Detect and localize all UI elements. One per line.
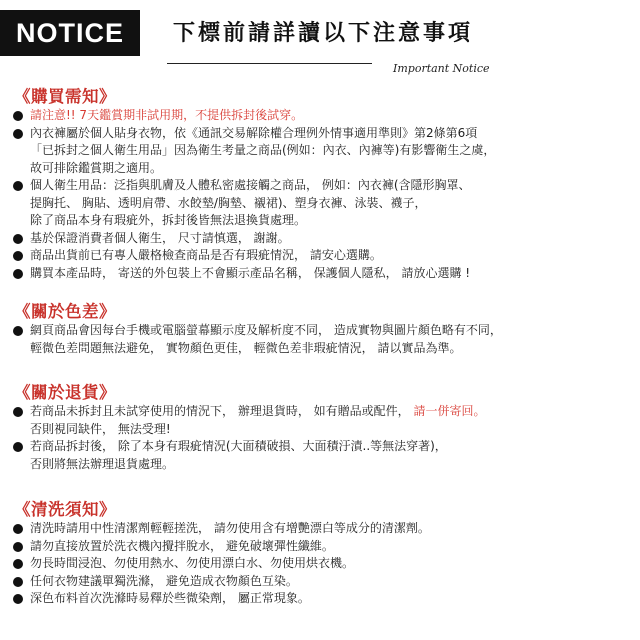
page-title: 下標前請詳讀以下注意事項: [173, 21, 474, 46]
list-item: [0, 590, 630, 608]
item-line: 輕微色差問題無法避免， 實物顏色更佳， 輕微色差非瑕疵情況， 請以實品為準。: [30, 340, 462, 355]
list-item: [0, 265, 630, 283]
list-item: [0, 177, 630, 230]
bullet-icon: [13, 524, 23, 534]
bullet-icon: [13, 251, 23, 261]
list-item: [0, 538, 630, 556]
list-item: [0, 125, 630, 178]
item-line: 網頁商品會因每台手機或電腦螢幕顯示度及解析度不同， 造成實物與圖片顏色略有不同，: [30, 323, 502, 337]
list-item: [0, 247, 630, 265]
item-line: [30, 403, 630, 421]
item-line: 深色布料首次洗滌時易釋於些微染劑， 屬正常現象。: [30, 591, 310, 605]
item-line: 任何衣物建議單獨洗滌， 避免造成衣物顏色互染。: [30, 573, 298, 588]
bullet-icon: [13, 181, 23, 191]
bullet-icon: [13, 326, 23, 336]
item-text: 若商品未拆封且未試穿使用的情況下， 辦理退貨時， 如有贈品或配件，: [30, 404, 414, 418]
item-list: [0, 520, 640, 608]
list-item: [0, 555, 630, 573]
section-title: 《關於色差》: [14, 302, 116, 321]
item-list: [0, 107, 640, 282]
item-line: 否則視同缺件， 無法受理!: [30, 421, 171, 436]
list-item: [0, 107, 630, 125]
bullet-icon: [13, 129, 23, 139]
section-title: 《關於退貨》: [14, 383, 116, 402]
item-line: 若商品拆封後， 除了本身有瑕疵情況(大面積破損、大面積汙漬..等無法穿著)，: [30, 439, 447, 453]
section-title: 《清洗須知》: [14, 500, 116, 519]
list-item: [0, 230, 630, 248]
item-list: [0, 403, 640, 473]
list-item: [0, 573, 630, 591]
item-line: 提胸托、 胸貼、透明肩帶、水餃墊/胸墊、襯裙)、塑身衣褲、泳裝、襪子，: [30, 195, 427, 210]
bullet-icon: [13, 594, 23, 604]
item-line: 「已拆封之個人衛生用品」因為衛生考量之商品(例如：內衣、內褲等)有影響衛生之虞，: [30, 143, 496, 157]
item-line: 基於保證消費者個人衛生， 尺寸請慎選， 謝謝。: [30, 230, 290, 245]
list-item: [0, 520, 630, 538]
page-subtitle: Important Notice: [393, 62, 490, 75]
bullet-icon: [13, 269, 23, 279]
bullet-icon: [13, 407, 23, 417]
item-line: 請注意!! 7天鑑賞期非試用期，不提供拆封後試穿。: [30, 108, 304, 122]
bullet-icon: [13, 559, 23, 569]
item-line: 否則將無法辦理退貨處理。: [30, 456, 175, 471]
bullet-icon: [13, 234, 23, 244]
highlight-text: 請一併寄回。: [413, 404, 486, 418]
section-title: 《購買需知》: [14, 87, 116, 106]
list-item: [0, 438, 630, 473]
item-line: 勿長時間浸泡、勿使用熱水、勿使用漂白水、勿使用烘衣機。: [30, 556, 355, 570]
item-line: 清洗時請用中性清潔劑輕輕搓洗， 請勿使用含有增艷漂白等成分的清潔劑。: [30, 521, 430, 535]
item-line: 內衣褲屬於個人貼身衣物，依《通訊交易解除權合理例外情事適用準則》第2條第6項: [30, 125, 478, 140]
item-list: [0, 322, 640, 357]
item-line: 請勿直接放置於洗衣機內攪拌脫水， 避免破壞彈性纖維。: [30, 538, 334, 553]
item-line: 除了商品本身有瑕疵外，拆封後皆無法退換貨處理。: [30, 213, 307, 227]
item-line: 故可排除鑑賞期之適用。: [30, 160, 163, 175]
header-divider: [167, 63, 372, 64]
bullet-icon: [13, 442, 23, 452]
list-item: [0, 322, 630, 357]
bullet-icon: [13, 577, 23, 587]
item-line: 個人衛生用品：泛指與肌膚及人體私密處接觸之商品， 例如：內衣褲(含隱形胸罩、: [30, 178, 471, 192]
bullet-icon: [13, 111, 23, 121]
item-line: 商品出貨前已有專人嚴格檢查商品是否有瑕疵情況， 請安心選購。: [30, 248, 382, 262]
bullet-icon: [13, 542, 23, 552]
item-line: 購買本產品時， 寄送的外包裝上不會顯示產品名稱， 保護個人隱私， 請放心選購 !: [30, 265, 471, 280]
list-item: [0, 403, 630, 438]
notice-badge: NOTICE: [0, 10, 140, 56]
